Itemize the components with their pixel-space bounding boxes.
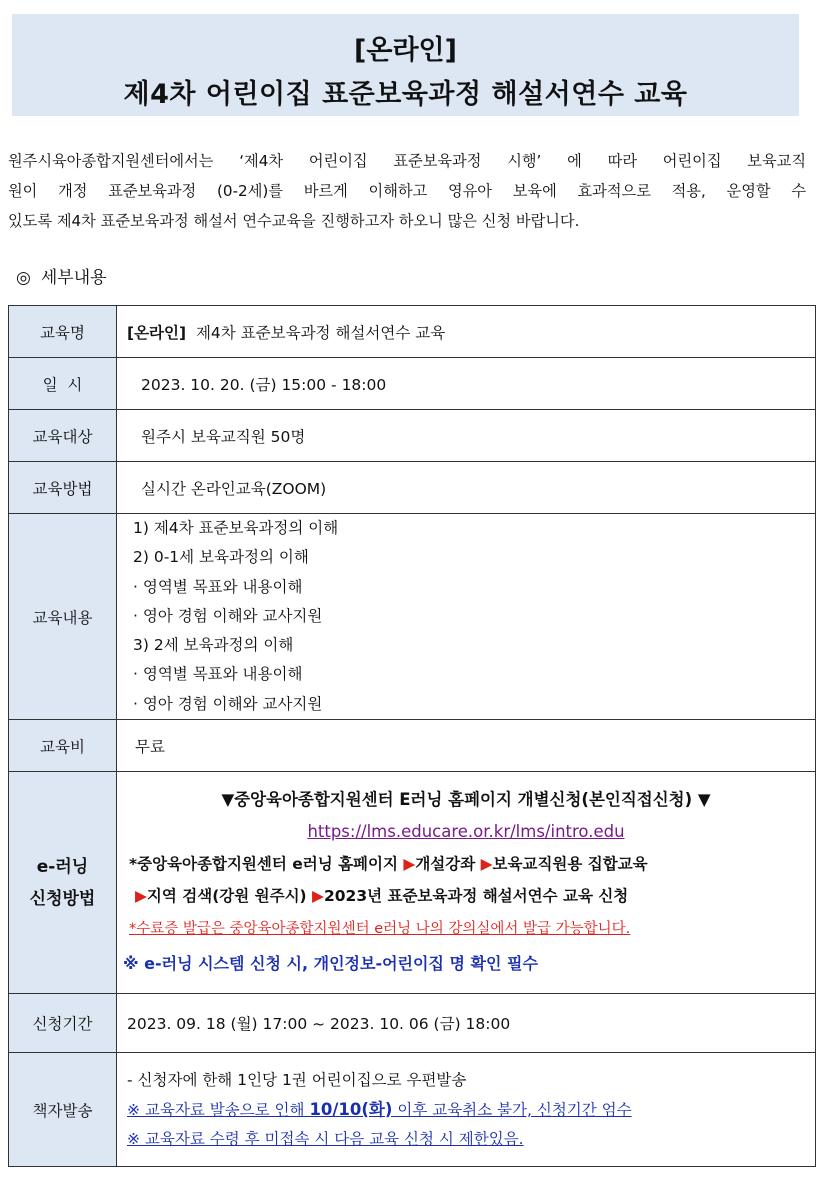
row-label: 교육비 — [9, 720, 117, 772]
row-label: 교육방법 — [9, 462, 117, 514]
list-item: 3) 2세 보육과정의 이해 — [133, 636, 294, 655]
table-row — [9, 994, 816, 1053]
path-text: *중앙육아종합지원센터 e러닝 홈페이지 — [129, 854, 404, 873]
elearning-label-2: 신청방법 — [29, 888, 96, 909]
path-text: 개설강좌 — [415, 854, 481, 873]
book-line-3: ※ 교육자료 수령 후 미접속 시 다음 교육 신청 시 제한있음. — [127, 1129, 524, 1148]
section-heading — [16, 263, 107, 288]
list-item: · 영역별 목표와 내용이해 — [133, 577, 303, 596]
detail-table — [8, 305, 816, 1167]
table-row — [9, 514, 816, 720]
period-value: 2023. 09. 18 (월) 17:00 ~ 2023. 10. 06 (금) 18:00 — [117, 994, 816, 1053]
elearning-headline: ▼중앙육아종합지원센터 E러닝 홈페이지 개별신청(본인직접신청) ▼ — [221, 789, 711, 809]
title-banner — [12, 14, 799, 116]
online-tag: [온라인] — [127, 323, 187, 342]
course-name: 제4차 표준보육과정 해설서연수 교육 — [195, 323, 446, 342]
path-text: 보육교직원용 집합교육 — [492, 854, 648, 873]
list-item: · 영아 경험 이해와 교사지원 — [133, 694, 323, 713]
table-row — [9, 462, 816, 514]
book-date: 10/10(화) — [309, 1099, 393, 1119]
path-text: 지역 검색(강원 원주시) — [146, 886, 313, 905]
arrow-right-icon: ▶ — [312, 886, 324, 905]
elearning-link[interactable]: https://lms.educare.or.kr/lms/intro.edu — [307, 821, 625, 841]
book-text: 이후 교육취소 불가, 신청기간 엄수 — [392, 1100, 632, 1119]
row-label: 일 시 — [9, 358, 117, 410]
double-circle-icon: ◎ — [16, 268, 31, 288]
list-item: 2) 0-1세 보육과정의 이해 — [133, 548, 309, 567]
intro-paragraph — [8, 146, 806, 236]
table-row — [9, 1053, 816, 1167]
intro-line: 원주시육아종합지원센터에서는 ‘제4차 어린이집 표준보육과정 시행’ 에 따라 어린이집 보육교직 — [8, 152, 806, 170]
intro-line: 원이 개정 표준보육과정 (0-2세)를 바르게 이해하고 영유아 보육에 효과적으로 적용, 운영할 수 — [8, 182, 806, 200]
row-value — [117, 306, 816, 358]
table-row — [9, 358, 816, 410]
section-title: 세부내용 — [40, 268, 107, 288]
table-row — [9, 410, 816, 462]
row-label: 책자발송 — [9, 1053, 117, 1167]
fee-value: 무료 — [117, 720, 816, 772]
book-line-1: - 신청자에 한해 1인당 1권 어린이집으로 우편발송 — [127, 1070, 467, 1089]
intro-line: 있도록 제4차 표준보육과정 해설서 연수교육을 진행하고자 하오니 많은 신청 바랍니다. — [8, 212, 580, 230]
date-value: 2023. 10. 20. (금) 15:00 - 18:00 — [117, 358, 816, 410]
arrow-right-icon: ▶ — [403, 854, 416, 873]
table-row — [9, 306, 816, 358]
table-row — [9, 772, 816, 994]
table-row — [9, 720, 816, 772]
row-label: 신청기간 — [9, 994, 117, 1053]
elearning-value — [117, 772, 816, 994]
book-value — [117, 1053, 816, 1167]
title-line-1: [온라인] — [354, 35, 457, 66]
elearning-path-2 — [117, 880, 815, 912]
arrow-right-icon: ▶ — [480, 854, 493, 873]
row-label: 교육명 — [9, 306, 117, 358]
row-label: 교육내용 — [9, 514, 117, 720]
title-line-2: 제4차 어린이집 표준보육과정 해설서연수 교육 — [123, 79, 688, 110]
certificate-note: *수료증 발급은 중앙육아종합지원센터 e러닝 나의 강의실에서 발급 가능합니다. — [129, 920, 631, 937]
elearning-label-1: e-러닝 — [36, 856, 89, 877]
list-item: 1) 제4차 표준보육과정의 이해 — [133, 519, 339, 537]
path-text: 2023년 표준보육과정 해설서연수 교육 신청 — [323, 886, 629, 905]
book-line-2 — [121, 1095, 815, 1125]
row-label — [9, 772, 117, 994]
book-text: ※ 교육자료 발송으로 인해 — [127, 1100, 310, 1119]
list-item: · 영아 경험 이해와 교사지원 — [133, 606, 323, 625]
content-list — [117, 514, 816, 720]
arrow-right-icon: ▶ — [135, 886, 147, 905]
elearning-path-1 — [117, 848, 815, 880]
required-note: ※ e-러닝 시스템 신청 시, 개인정보-어린이집 명 확인 필수 — [123, 953, 538, 973]
list-item: · 영역별 목표와 내용이해 — [133, 665, 303, 684]
method-value: 실시간 온라인교육(ZOOM) — [117, 462, 816, 514]
row-label: 교육대상 — [9, 410, 117, 462]
target-value: 원주시 보육교직원 50명 — [117, 410, 816, 462]
